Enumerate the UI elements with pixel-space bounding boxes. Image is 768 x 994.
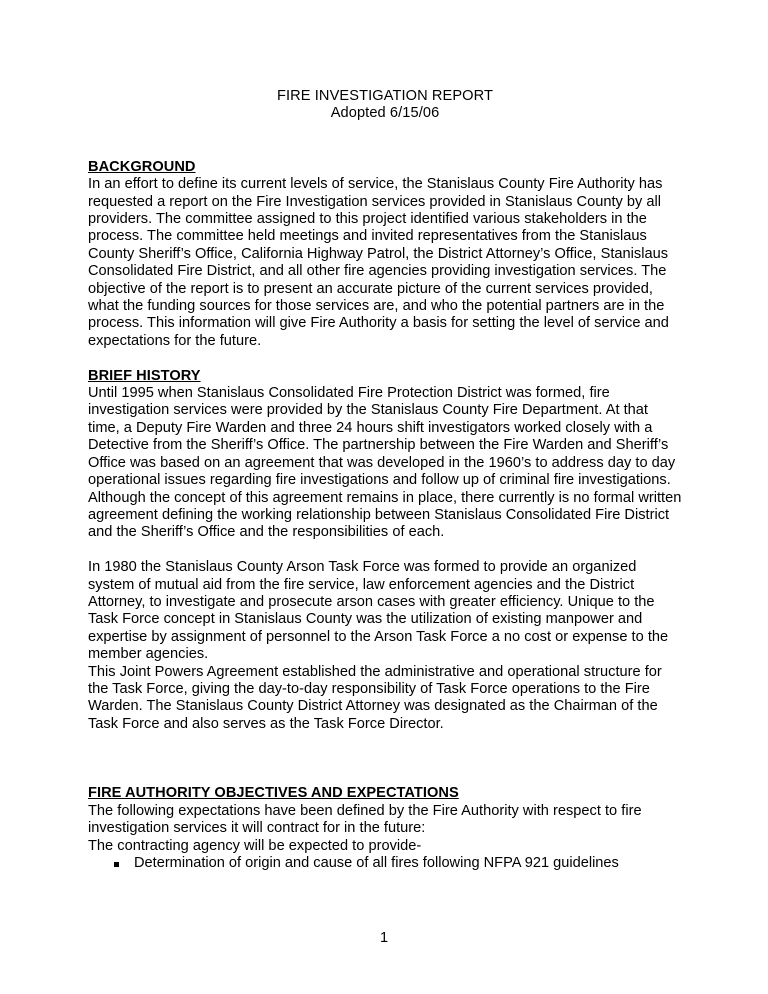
section-heading-brief-history: BRIEF HISTORY bbox=[88, 367, 201, 384]
square-bullet-icon bbox=[114, 862, 119, 867]
list-item-label: Determination of origin and cause of all fires following NFPA 921 guidelines bbox=[134, 855, 619, 871]
document-content bbox=[88, 123, 682, 873]
objectives-bullet-list bbox=[88, 855, 682, 872]
paragraph-spacer bbox=[88, 542, 682, 559]
background-paragraph: In an effort to define its current levels of service, the Stanislaus County Fire Authority has requested a report on the Fire Investigation services provided in Stanislaus County by all providers. The committee assigned to this project identified various stakeholders in the process. The committee held meetings and invited representatives from the Stanislaus County Sheriff’s Office, California Highway Patrol, the District Attorney’s Office, Stanislaus Consolidated Fire District, and all other fire agencies providing investigation services. The objective of the report is to present an accurate picture of the current services provided, what the funding sources for those services are, and who the potential partners are in the process. This information will give Fire Authority a basis for setting the level of service and expectations for the future. bbox=[88, 176, 669, 349]
section-heading-background: BACKGROUND bbox=[88, 158, 196, 175]
paragraph-spacer bbox=[88, 350, 682, 367]
brief-history-paragraph-3: This Joint Powers Agreement established the administrative and operational structure for the Task Force, giving the day-to-day responsibility of Task Force operations to the Fire Warden. The Stanislaus County District Attorney was designated as the Chairman of the Task Force and also serves as the Task Force Director. bbox=[88, 663, 662, 732]
document-header bbox=[88, 0, 682, 123]
section-heading-objectives: FIRE AUTHORITY OBJECTIVES AND EXPECTATIONS bbox=[88, 785, 459, 802]
section-spacer bbox=[88, 733, 682, 785]
objectives-intro: The following expectations have been defined by the Fire Authority with respect to fire investigation services it will contract for in the future: bbox=[88, 802, 642, 837]
document-body bbox=[88, 0, 682, 872]
page-number: 1 bbox=[379, 930, 389, 946]
brief-history-paragraph-1: Until 1995 when Stanislaus Consolidated Fire Protection District was formed, fire investigation services were provided by the Stanislaus County Fire Department. At that time, a Deputy Fire Warden and three 24 hours shift investigators worked closely with a Detective from the Sheriff’s Office. The partnership between the Fire Warden and Sheriff’s Office was based on an agreement that was developed in the 1960’s to address day to day operational issues regarding fire investigations and follow up of criminal fire investigations. Although the concept of this agreement remains in place, there currently is no formal written agreement defining the working relationship between Stanislaus Consolidated Fire District and the Sheriff’s Office and the responsibilities of each. bbox=[88, 385, 682, 541]
list-item bbox=[88, 855, 682, 872]
brief-history-paragraph-2: In 1980 the Stanislaus County Arson Task Force was formed to provide an organized system of mutual aid from the fire service, law enforcement agencies and the District Attorney, to investigate and prosecute arson cases with greater efficiency. Unique to the Task Force concept in Stanislaus County was the utilization of existing manpower and expertise by assignment of personnel to the Arson Task Force a no cost or expense to the member agencies. bbox=[88, 559, 669, 663]
document-title: FIRE INVESTIGATION REPORT bbox=[276, 88, 494, 104]
objectives-lead-in: The contracting agency will be expected to provide- bbox=[88, 837, 422, 854]
document-subtitle: Adopted 6/15/06 bbox=[330, 105, 440, 122]
